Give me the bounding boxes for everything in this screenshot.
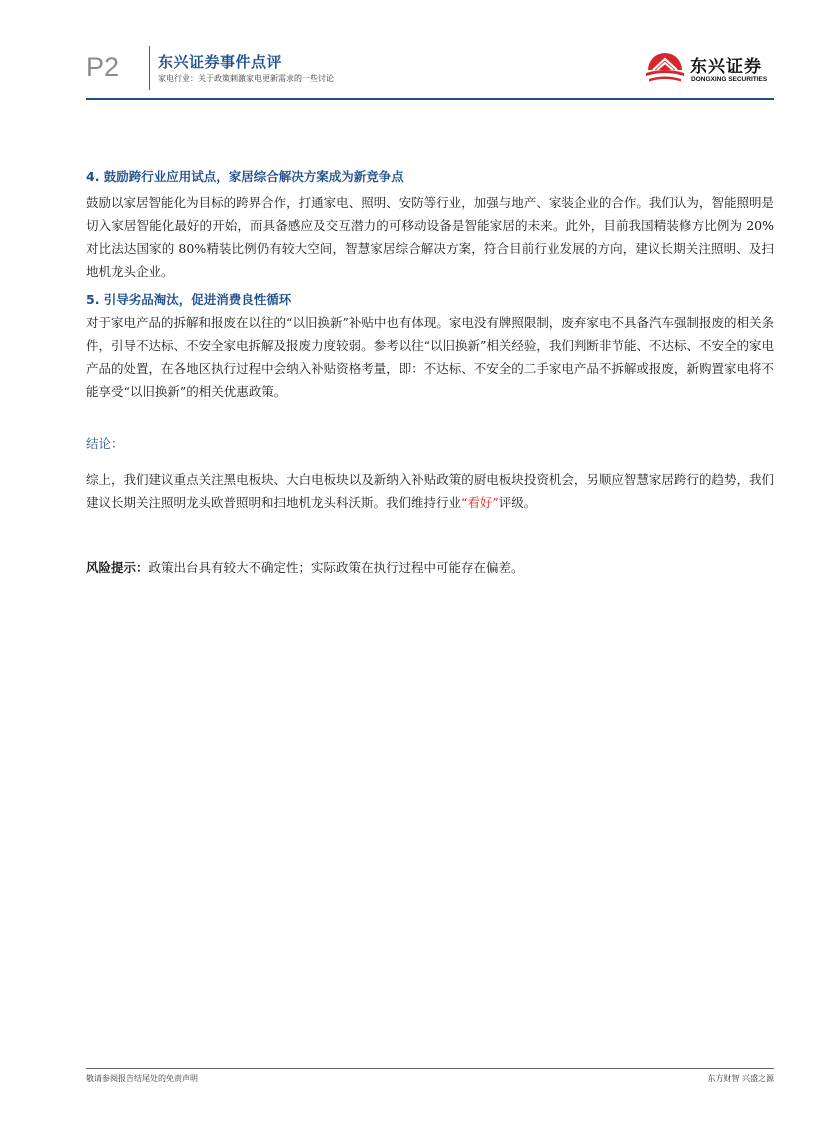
report-subtitle: 家电行业：关于政策刺激家电更新需求的一些讨论 [158,74,334,83]
section-4-body: 鼓励以家居智能化为目标的跨界合作，打通家电、照明、安防等行业，加强与地产、家装企业的合作。我们认为，智能照明是切入家居智能化最好的开始，而具备感应及交互潜力的可移动设备是智能家居的未来。此外，目前我国精装修方比例为 20%对比法达国家的 80%精装比例仍有较大空间，智慧家居综合解决方案，符合目前行业发展的方向，建议长期关注照明、及扫地机龙头企业。 [86,195,774,279]
page-number: P2 [86,52,120,82]
logo-text: 东兴证券 [690,57,762,77]
section-5-heading: 5. 引导劣品淘汰，促进消费良性循环 [86,292,292,307]
conclusion-text: 综上，我们建议重点关注黑电板块、大白电板块以及新纳入补贴政策的厨电板块投资机会，另顺应智慧家居跨行的趋势，我们建议长期关注照明龙头欧普照明和扫地机龙头科沃斯。我们维持行业 [86,472,774,510]
conclusion-body [86,468,774,514]
conclusion-text-end: 评级。 [498,495,537,510]
page-header [0,0,827,100]
risk-label: 风险提示： [86,560,149,575]
footer-rule [86,1068,774,1069]
risk-note [86,556,774,579]
report-title: 东兴证券事件点评 [158,53,283,71]
logo-english-text: DONGXING SECURITIES [691,76,768,83]
header-rule [86,98,774,100]
header-divider [149,46,150,90]
section-4-heading: 4. 鼓励跨行业应用试点，家居综合解决方案成为新竞争点 [86,169,404,184]
logo-emblem-icon [644,48,686,88]
risk-text: 政策出台具有较大不确定性；实际政策在执行过程中可能存在偏差。 [148,560,524,575]
rating-highlight: “看好” [461,495,499,510]
footer-slogan: 东方财智 兴盛之源 [707,1074,774,1083]
conclusion-label: 结论： [86,436,124,451]
section-5-body: 对于家电产品的拆解和报废在以往的“以旧换新”补贴中也有体现。家电没有牌照限制，废弃家电不具备汽车强制报废的相关条件，引导不达标、不安全家电拆解及报废力度较弱。参考以往“以旧换新”相关经验，我们判断非节能、不达标、不安全的家电产品的处置，在各地区执行过程中会纳入补贴资格考量，即：不达标、不安全的二手家电产品不拆解或报废，新购置家电将不能享受“以旧换新”的相关优惠政策。 [86,315,774,399]
company-logo [644,46,779,90]
report-body [86,166,774,579]
footer-disclaimer: 敬请参阅报告结尾处的免责声明 [86,1074,198,1083]
